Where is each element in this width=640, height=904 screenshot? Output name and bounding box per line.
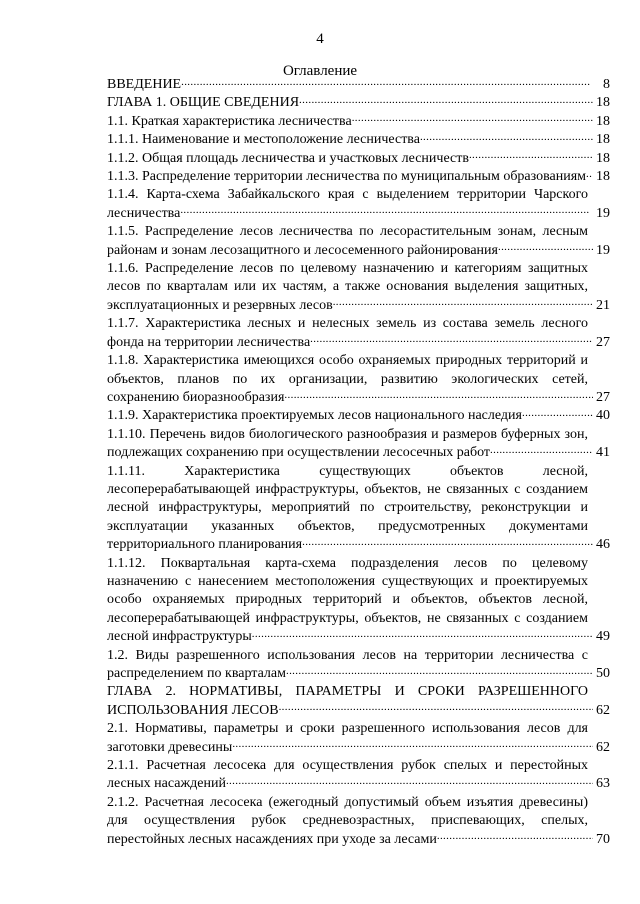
toc-title: Оглавление: [282, 63, 358, 79]
toc-entry-1-1-5[interactable]: [107, 223, 610, 260]
toc-entry-chapter-2[interactable]: [107, 683, 610, 720]
toc-entry-page: 18: [593, 150, 610, 168]
toc-entry-page: 62: [593, 702, 610, 720]
toc-entry-page: 40: [593, 407, 610, 425]
toc-entry-text: 2.1.1. Расчетная лесосека для осуществления рубок спелых и перестойных лесных насаждений . . .: [107, 758, 588, 791]
toc-entry-text: 1.2. Виды разрешенного использования лесов на территории лесничества с распределением по кварталам . . .: [107, 648, 588, 681]
toc-entry-1-1-12[interactable]: [107, 555, 610, 647]
toc-entry-page: 8: [600, 76, 610, 94]
toc-entry-page: 27: [593, 334, 610, 352]
toc-entry-text: 1.1.4. Карта-схема Забайкальского края с выделением территории Чарского лесничества . . .: [107, 187, 588, 220]
toc-entry-1-1-1[interactable]: [107, 131, 610, 149]
toc-entry-text: 2.1.2. Расчетная лесосека (ежегодный допустимый объем изъятия древесины) для осуществления рубок средневозрастных, приспевающих, спелых, перестойных лесных насаждениях при уходе за лесами . . .: [107, 795, 588, 847]
toc-entry-1-1-10[interactable]: [107, 426, 610, 463]
toc-entry-text: 1.1.1. Наименование и местоположение лесничества . . .: [107, 132, 420, 147]
toc-entry-text: 1.1.3. Распределение территории лесничества по муниципальным образованиям . . .: [107, 169, 586, 184]
toc-entry-text: ВВЕДЕНИЕ . . .: [107, 77, 181, 92]
toc-entry-page: 18: [593, 131, 610, 149]
toc-entry-text: 1.1.8. Характеристика имеющихся особо охраняемых природных территорий и объектов, планов по их организации, развитию экологических сетей, сохранению биоразнообразия . . .: [107, 353, 588, 405]
toc-entry-1-1-2[interactable]: [107, 150, 610, 168]
toc-entry-text: 1.1.11. Характеристика существующих объектов лесной, лесоперерабатывающей инфраструктуры, объектов, не связанных с созданием лесной инфраструктуры, мероприятий по строительству, реконструкции и эксплуатации указанных объектов, предусмотренных документами территориального планирования . . .: [107, 464, 588, 553]
toc-entry-page: 41: [593, 444, 610, 462]
toc-entry-page: 62: [593, 739, 610, 757]
toc-entry-page: 21: [593, 297, 610, 315]
toc-entry-1-1-11[interactable]: [107, 463, 610, 555]
toc-entry-2-1[interactable]: [107, 720, 610, 757]
toc-entry-text: 1.1.12. Поквартальная карта-схема подразделения лесов по целевому назначению с нанесением местоположения существующих и проектируемых особо охраняемых природных территорий и объектов, объектов лесной, лесоперерабатывающей инфраструктуры, объектов, не связанных с созданием лесной инфраструктуры . . .: [107, 556, 588, 645]
toc-entry-page: 19: [593, 242, 610, 260]
toc-entry-page: 50: [593, 665, 610, 683]
toc-entry-1-1-4[interactable]: [107, 186, 610, 223]
toc-entry-page: 27: [593, 389, 610, 407]
toc-entry-1-1-9[interactable]: [107, 407, 610, 425]
toc-entry-page: 70: [593, 831, 610, 849]
toc-entry-1-1-8[interactable]: [107, 352, 610, 407]
toc-entry-page: 46: [593, 536, 610, 554]
toc-entry-1-1-6[interactable]: [107, 260, 610, 315]
table-of-contents: [107, 76, 610, 849]
toc-entry-text: 1.1.2. Общая площадь лесничества и участковых лесничеств . . .: [107, 151, 469, 166]
toc-entry-page: 18: [593, 168, 610, 186]
toc-entry-intro[interactable]: [107, 76, 610, 94]
toc-entry-text: 1.1.5. Распределение лесов лесничества по лесорастительным зонам, лесным районам и зонам лесозащитного и лесосеменного районирования . . .: [107, 224, 588, 257]
toc-entry-page: 19: [593, 205, 610, 223]
toc-entry-1-2[interactable]: [107, 647, 610, 684]
toc-entry-page: 63: [593, 775, 610, 793]
toc-entry-1-1[interactable]: [107, 113, 610, 131]
toc-entry-text: 1.1.9. Характеристика проектируемых лесов национального наследия . . .: [107, 408, 522, 423]
toc-entry-1-1-3[interactable]: [107, 168, 610, 186]
toc-entry-2-1-1[interactable]: [107, 757, 610, 794]
toc-entry-text: 1.1. Краткая характеристика лесничества . . .: [107, 114, 352, 129]
toc-entry-text: 1.1.10. Перечень видов биологического разнообразия и размеров буферных зон, подлежащих сохранению при осуществлении лесосечных работ . . .: [107, 427, 588, 460]
toc-entry-text: ГЛАВА 1. ОБЩИЕ СВЕДЕНИЯ . . .: [107, 95, 299, 110]
toc-entry-page: 49: [593, 628, 610, 646]
page-number: 4: [316, 31, 324, 47]
toc-entry-page: 18: [593, 113, 610, 131]
toc-entry-chapter-1[interactable]: [107, 94, 610, 112]
toc-entry-2-1-2[interactable]: [107, 794, 610, 849]
toc-entry-text: 2.1. Нормативы, параметры и сроки разрешенного использования лесов для заготовки древесины . . .: [107, 721, 588, 754]
toc-entry-text: 1.1.7. Характеристика лесных и нелесных земель из состава земель лесного фонда на территории лесничества . . .: [107, 316, 588, 349]
toc-entry-1-1-7[interactable]: [107, 315, 610, 352]
toc-entry-page: 18: [593, 94, 610, 112]
toc-entry-text: 1.1.6. Распределение лесов по целевому назначению и категориям защитных лесов по кварталам или их частям, а также основания выделения защитных, эксплуатационных и резервных лесов . . .: [107, 261, 588, 313]
toc-entry-text: ГЛАВА 2. НОРМАТИВЫ, ПАРАМЕТРЫ И СРОКИ РАЗРЕШЕННОГО ИСПОЛЬЗОВАНИЯ ЛЕСОВ . . .: [107, 684, 588, 717]
